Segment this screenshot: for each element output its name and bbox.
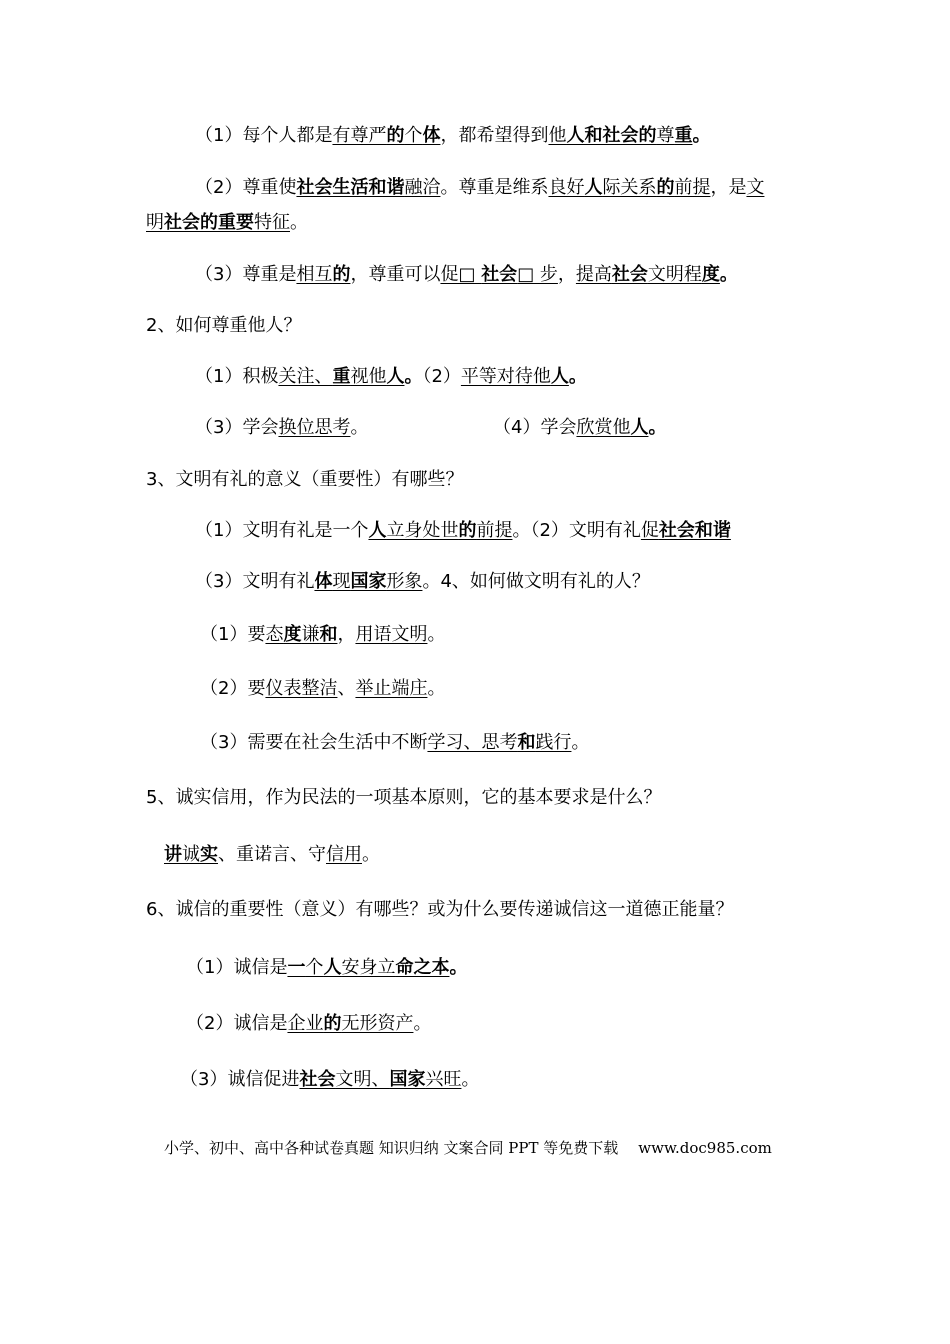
footer-url-link[interactable]: www.doc985.com xyxy=(638,1139,772,1157)
text-run: 的 xyxy=(458,520,477,541)
answer-4-3 xyxy=(200,731,589,755)
answer-2-4 xyxy=(493,416,666,440)
text-run: （2） xyxy=(422,366,461,387)
text-run: 度 xyxy=(283,624,302,645)
text-run: 仪表整洁 xyxy=(265,678,338,699)
text-run: 。 xyxy=(362,844,380,865)
text-run: 诚 xyxy=(182,844,200,865)
text-run: 个 xyxy=(305,957,324,978)
text-run: ，是 xyxy=(710,177,747,198)
text-run: 实 xyxy=(200,844,218,865)
text-run: 。（2）文明有礼 xyxy=(512,520,641,541)
text-run: 一 xyxy=(287,957,306,978)
text-run: 度 xyxy=(701,264,720,285)
page-footer xyxy=(164,1138,772,1158)
text-run: 信用 xyxy=(326,844,362,865)
text-run: 文明程 xyxy=(647,264,702,285)
text-run: （3）学会 xyxy=(195,417,279,438)
answer-6-2 xyxy=(186,1012,431,1036)
text-run: 。尊重是维系 xyxy=(440,177,549,198)
answer-1-2 xyxy=(195,176,764,200)
text-run: 学习、思考 xyxy=(427,732,518,753)
text-run: 。 xyxy=(568,366,587,387)
text-run: 。 xyxy=(449,957,468,978)
text-run: 的 xyxy=(656,177,675,198)
text-run: 。 xyxy=(427,624,446,645)
text-run: 安身立 xyxy=(341,957,396,978)
answer-4-1 xyxy=(200,623,445,647)
text-run: 重 xyxy=(332,366,351,387)
text-run: 。4、如何做文明有礼的人？ xyxy=(422,571,650,592)
text-run: 前提 xyxy=(674,177,711,198)
text-run: 。 xyxy=(350,417,369,438)
text-run: 明 xyxy=(146,212,164,233)
text-run: 人和社会的 xyxy=(566,125,657,146)
text-run: 人 xyxy=(368,520,387,541)
question-2 xyxy=(146,314,301,338)
text-run: 6、诚信的重要性（意义）有哪些？或为什么要传递诚信这一道德正能量？ xyxy=(146,899,734,920)
text-run: 。 xyxy=(413,1013,432,1034)
text-run: 平等对待他 xyxy=(460,366,551,387)
answer-1-2-cont xyxy=(146,211,308,235)
question-3 xyxy=(146,468,463,492)
question-5 xyxy=(146,786,661,810)
text-run: 3、文明有礼的意义（重要性）有哪些？ xyxy=(146,469,464,490)
text-run: 人 xyxy=(386,366,405,387)
text-run: 尊 xyxy=(656,125,675,146)
text-run: 社会 xyxy=(299,1069,336,1090)
text-run: 无形资产 xyxy=(341,1013,414,1034)
text-run: 2、如何尊重他人？ xyxy=(146,315,302,336)
text-run: 体 xyxy=(314,571,333,592)
answer-6-1 xyxy=(186,956,467,980)
question-6 xyxy=(146,898,733,922)
answer-4-2 xyxy=(200,677,445,701)
text-run: 社会生活和谐 xyxy=(296,177,405,198)
text-run: 态 xyxy=(265,624,284,645)
text-run: 人 xyxy=(584,177,603,198)
text-run: 和 xyxy=(319,624,338,645)
text-run: 人 xyxy=(630,417,649,438)
text-run: 、 xyxy=(337,678,356,699)
text-run: 。 xyxy=(692,125,711,146)
text-run: ，都希望得到 xyxy=(440,125,549,146)
text-run: 国家 xyxy=(389,1069,426,1090)
text-run: 和 xyxy=(517,732,536,753)
text-run: 前提 xyxy=(476,520,513,541)
text-run: 践行 xyxy=(535,732,572,753)
text-run: （3）诚信促进 xyxy=(180,1069,300,1090)
text-run: 视他 xyxy=(350,366,387,387)
text-run: 良好 xyxy=(548,177,585,198)
text-run: 现 xyxy=(332,571,351,592)
text-run: 立身处世 xyxy=(386,520,459,541)
text-run: 。 xyxy=(648,417,667,438)
text-run: 关注、 xyxy=(278,366,333,387)
text-run: （2）要 xyxy=(200,678,266,699)
text-run: 重 xyxy=(674,125,693,146)
text-run: 文 xyxy=(746,177,765,198)
footer-text: 小学、初中、高中各种试卷真题 知识归纳 文案合同 PPT 等免费下载 xyxy=(164,1139,619,1157)
answer-6-3 xyxy=(180,1068,479,1092)
text-run: （1）每个人都是 xyxy=(195,125,333,146)
text-run: 人 xyxy=(550,366,569,387)
text-run: 企业 xyxy=(287,1013,324,1034)
text-run: ， xyxy=(337,624,356,645)
answer-1-3 xyxy=(195,263,738,287)
text-run: 的 xyxy=(386,125,405,146)
text-run: 形象 xyxy=(386,571,423,592)
text-run: ， xyxy=(557,264,576,285)
text-run: 提高 xyxy=(575,264,612,285)
text-run: 际关系 xyxy=(602,177,657,198)
text-run: （3）需要在社会生活中不断 xyxy=(200,732,428,753)
text-run: 。 xyxy=(404,366,423,387)
text-run: 。 xyxy=(461,1069,480,1090)
answer-5 xyxy=(164,843,380,867)
text-run: 命之本 xyxy=(395,957,450,978)
text-run: 社会 xyxy=(481,264,518,285)
text-run: 社会和谐 xyxy=(658,520,731,541)
text-run: 国家 xyxy=(350,571,387,592)
text-run: 的 xyxy=(332,264,351,285)
text-run: （1）诚信是 xyxy=(186,957,288,978)
text-run: （2）尊重使 xyxy=(195,177,297,198)
answer-3-3-question-4 xyxy=(195,570,650,594)
text-run: 5、诚实信用，作为民法的一项基本原则，它的基本要求是什么？ xyxy=(146,787,662,808)
text-run: 促 xyxy=(640,520,659,541)
text-run: （1）要 xyxy=(200,624,266,645)
text-run: □ 步 xyxy=(517,264,558,285)
text-run: 体 xyxy=(422,125,441,146)
text-run: 人 xyxy=(323,957,342,978)
text-run: 社会 xyxy=(611,264,648,285)
text-run: 个 xyxy=(404,125,423,146)
text-run: 。 xyxy=(290,212,308,233)
answer-2-1-2 xyxy=(195,365,587,389)
text-run: 融洽 xyxy=(404,177,441,198)
text-run: （3）尊重是 xyxy=(195,264,297,285)
text-run: 谦 xyxy=(301,624,320,645)
text-run: （1）积极 xyxy=(195,366,279,387)
answer-3-1-2 xyxy=(195,519,731,543)
text-run: 、重诺言、守 xyxy=(218,844,326,865)
text-run: （1）文明有礼是一个 xyxy=(195,520,369,541)
text-run: ，尊重可以 xyxy=(350,264,441,285)
text-run: 促□ xyxy=(440,264,482,285)
text-run: 讲 xyxy=(164,844,182,865)
text-run: 用语文明 xyxy=(355,624,428,645)
text-run: 举止端庄 xyxy=(355,678,428,699)
text-run: （2）诚信是 xyxy=(186,1013,288,1034)
text-run: 欣赏他 xyxy=(576,417,631,438)
text-run: 文明、 xyxy=(335,1069,390,1090)
text-run: 兴旺 xyxy=(425,1069,462,1090)
text-run: 的 xyxy=(323,1013,342,1034)
text-run: 社会的重要 xyxy=(164,212,254,233)
text-run: 他 xyxy=(548,125,567,146)
text-run: 。 xyxy=(571,732,590,753)
text-run: 特征 xyxy=(254,212,290,233)
text-run: 。 xyxy=(427,678,446,699)
answer-2-3 xyxy=(195,416,368,440)
text-run: 换位思考 xyxy=(278,417,351,438)
answer-1-1 xyxy=(195,124,710,148)
text-run: 相互 xyxy=(296,264,333,285)
text-run: （3）文明有礼 xyxy=(195,571,315,592)
text-run: 有尊严 xyxy=(332,125,387,146)
text-run: （4）学会 xyxy=(493,417,577,438)
text-run: 。 xyxy=(719,264,738,285)
